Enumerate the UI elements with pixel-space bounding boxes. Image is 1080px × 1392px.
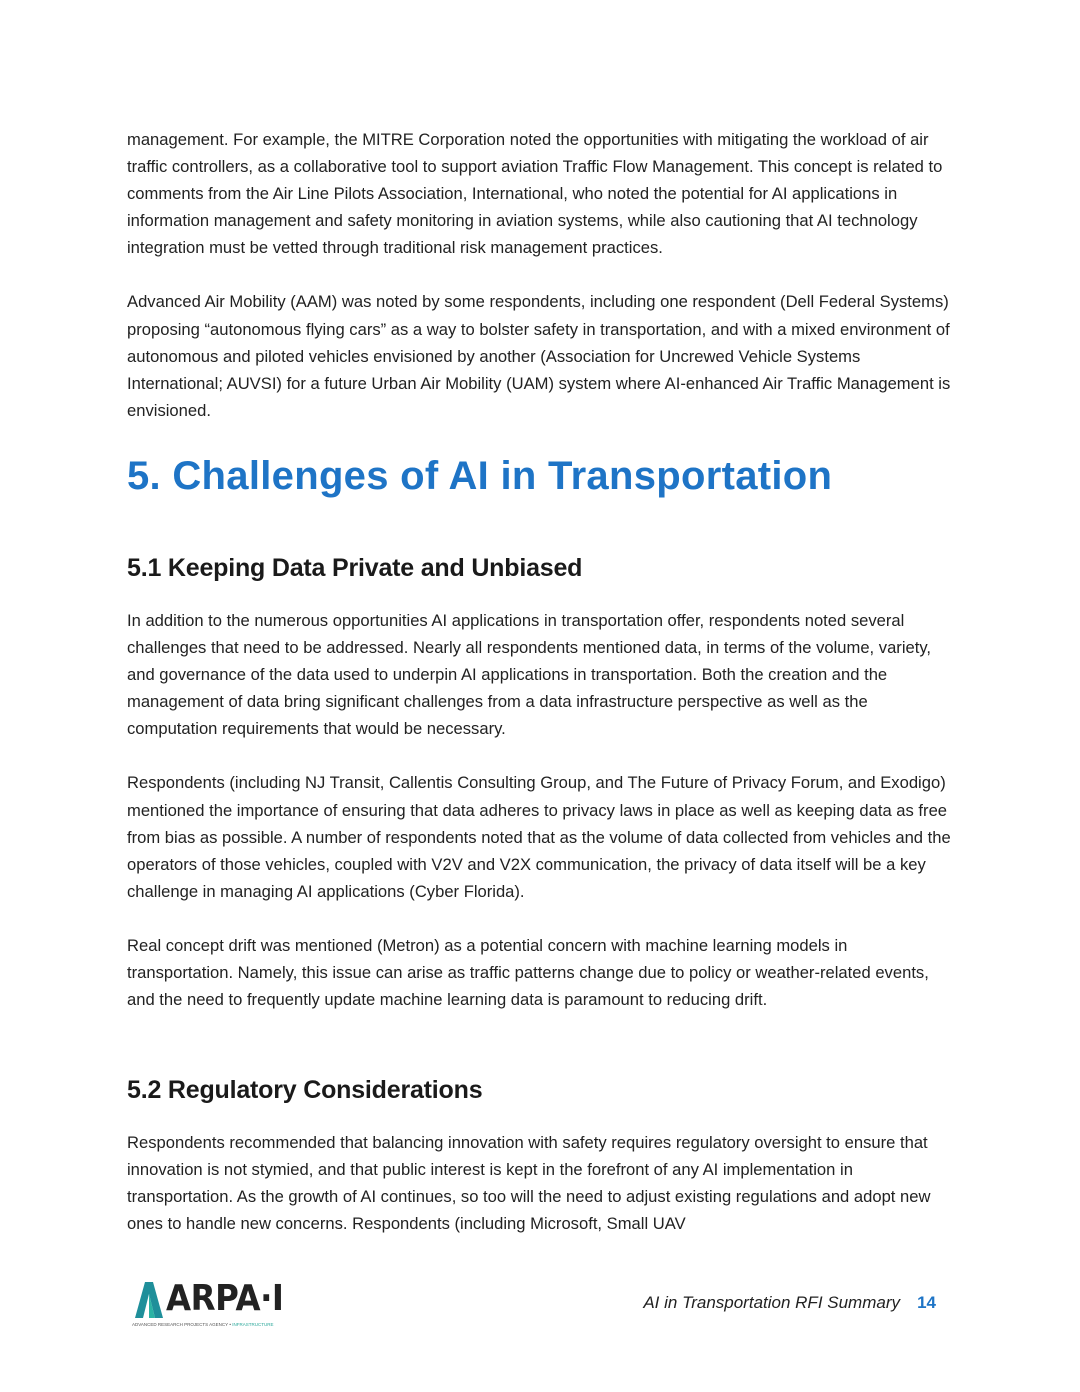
subsection-heading: 5.2 Regulatory Considerations <box>127 1076 483 1105</box>
logo-subtitle-agency: ADVANCED RESEARCH PROJECTS AGENCY • <box>132 1322 231 1327</box>
paragraph: Respondents (including NJ Transit, Callentis Consulting Group, and The Future of Privacy Forum, and Exodigo) mentioned the importance of ensuring that data adheres to privacy laws in place as well as keeping data as free from bias as possible. A number of respondents noted that as the volume of data collected from vehicles and the operators of those vehicles, coupled with V2V and V2X communication, the privacy of data itself will be a key challenge in managing AI applications (Cyber Florida). <box>127 773 951 901</box>
subsection-heading: 5.1 Keeping Data Private and Unbiased <box>127 553 583 582</box>
arpa-i-logo <box>130 1278 300 1330</box>
paragraph: Advanced Air Mobility (AAM) was noted by some respondents, including one respondent (Dell Federal Systems) proposing “autonomous flying cars” as a way to bolster safety in transportation, and with a mixed environment of autonomous and piloted vehicles envisioned by another (Association for Uncrewed Vehicle Systems International; AUVSI) for a future Urban Air Mobility (UAM) system where AI-enhanced Air Traffic Management is envisioned. <box>127 292 951 420</box>
paragraph: management. For example, the MITRE Corporation noted the opportunities with mitigating the workload of air traffic controllers, as a collaborative tool to support aviation Traffic Flow Management. This concept is related to comments from the Air Line Pilots Association, International, who noted the potential for AI applications in information management and safety monitoring in aviation systems, while also cautioning that AI technology integration must be vetted through traditional risk management practices. <box>127 130 943 258</box>
page-body <box>127 126 957 1265</box>
logo-subtitle <box>132 1322 273 1327</box>
section-heading: 5. Challenges of AI in Transportation <box>127 453 833 498</box>
paragraph: In addition to the numerous opportunities AI applications in transportation offer, respondents noted several challenges that need to be addressed. Nearly all respondents mentioned data, in terms of the volume, variety, and governance of the data used to underpin AI applications in transportation. Both the creation and the management of data bring significant challenges from a data infrastructure perspective as well as the computation requirements that would be necessary. <box>127 610 932 739</box>
page-number: 14 <box>917 1293 936 1312</box>
logo-wordmark: ARPA·I <box>166 1278 284 1319</box>
page-footer <box>130 1278 940 1338</box>
paragraph: Real concept drift was mentioned (Metron) as a potential concern with machine learning models in transportation. Namely, this issue can arise as traffic patterns change due to policy or weather-related events, and the need to frequently update machine learning data is paramount to reducing drift. <box>127 935 929 1010</box>
document-title: AI in Transportation RFI Summary <box>643 1293 900 1312</box>
paragraph: Respondents recommended that balancing innovation with safety requires regulatory oversight to ensure that innovation is not stymied, and that public interest is kept in the forefront of any AI implementation in transportation. As the growth of AI continues, so too will the need to adjust existing regulations and adopt new ones to handle new concerns. Respondents (including Microsoft, Small UAV <box>127 1133 931 1234</box>
arpa-i-logo-icon <box>134 1282 164 1318</box>
logo-subtitle-infrastructure: INFRASTRUCTURE <box>232 1322 274 1327</box>
